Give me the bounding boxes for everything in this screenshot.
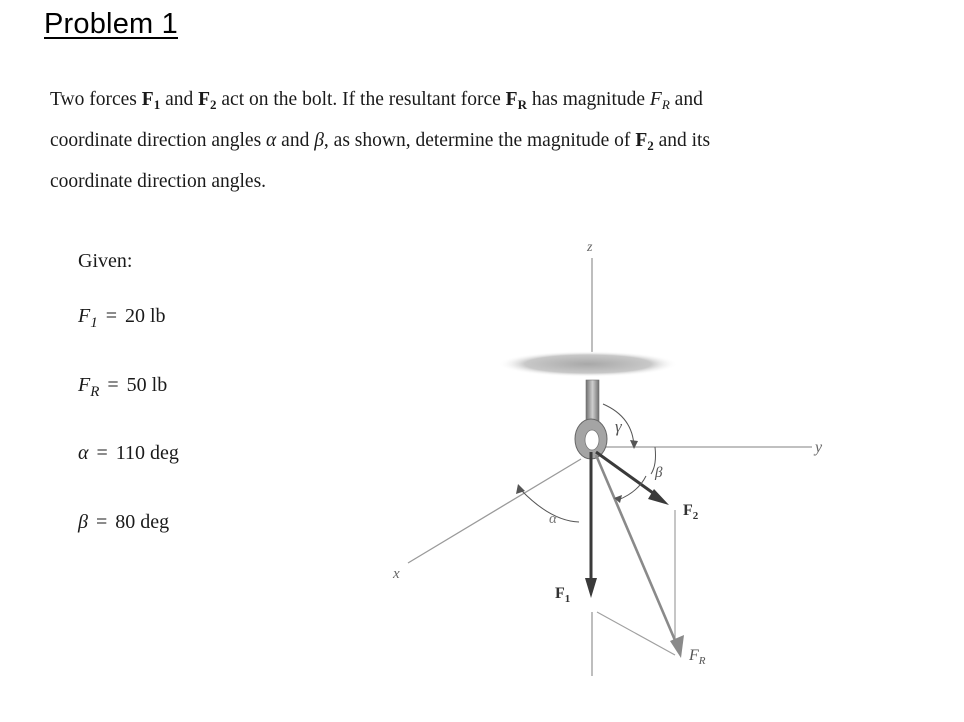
force-diagram bbox=[380, 225, 840, 695]
z-axis-label: z bbox=[587, 240, 593, 255]
alpha-label: α bbox=[549, 511, 557, 527]
problem-line-1 bbox=[50, 82, 920, 123]
equals-sign: = bbox=[107, 374, 119, 396]
fr-label-sub: R bbox=[698, 655, 706, 667]
force-symbol: F bbox=[505, 89, 518, 110]
gamma-label: γ bbox=[615, 417, 622, 436]
equals-sign: = bbox=[95, 511, 108, 533]
given-symbol: F bbox=[78, 305, 91, 327]
equals-sign: = bbox=[96, 442, 108, 464]
fr-arrowhead bbox=[670, 635, 684, 658]
problem-text: and its bbox=[653, 130, 711, 151]
given-label: Given: bbox=[78, 250, 133, 272]
problem-text: , as shown, determine the magnitude of bbox=[323, 130, 636, 151]
problem-text: coordinate direction angles. bbox=[50, 171, 267, 192]
problem-line-3 bbox=[50, 164, 920, 200]
fr-label-letter: F bbox=[689, 647, 699, 664]
given-beta bbox=[78, 511, 169, 534]
problem-text: and bbox=[669, 89, 703, 110]
bolt-shank bbox=[586, 380, 599, 424]
given-symbol: β bbox=[78, 511, 88, 533]
given-value: 80 deg bbox=[115, 511, 170, 533]
f1-label bbox=[555, 585, 570, 605]
f1-label-letter: F bbox=[555, 585, 565, 602]
given-symbol: F bbox=[78, 374, 91, 396]
equals-sign: = bbox=[105, 305, 117, 327]
problem-text: has magnitude bbox=[526, 89, 650, 110]
fr-label bbox=[688, 647, 706, 667]
x-axis-label: x bbox=[393, 566, 400, 582]
f2-label-sub: 2 bbox=[692, 510, 699, 522]
y-axis-label: y bbox=[815, 439, 823, 456]
f2-label-letter: F bbox=[683, 502, 693, 519]
problem-text: act on the bolt. If the resultant force bbox=[216, 89, 506, 110]
subscript: 1 bbox=[153, 97, 161, 112]
bolt-eye-hole bbox=[585, 430, 599, 450]
given-alpha bbox=[78, 442, 179, 465]
beta-label: β bbox=[655, 465, 663, 481]
subscript: 2 bbox=[210, 97, 217, 112]
problem-statement bbox=[50, 82, 920, 200]
f1-label-sub: 1 bbox=[564, 593, 571, 605]
subscript: 2 bbox=[647, 138, 654, 153]
problem-text: coordinate direction angles bbox=[50, 130, 267, 151]
plate-surface bbox=[498, 351, 678, 377]
beta-symbol: β bbox=[314, 130, 324, 151]
alpha-symbol: α bbox=[266, 130, 277, 151]
fr-vector bbox=[596, 455, 677, 645]
given-value: 110 deg bbox=[115, 442, 179, 464]
given-value: 20 lb bbox=[125, 305, 166, 327]
given-subscript: 1 bbox=[90, 315, 98, 331]
force-symbol: F bbox=[635, 130, 648, 151]
problem-text: Two forces bbox=[50, 89, 142, 110]
problem-text: and bbox=[276, 130, 315, 151]
force-symbol: F bbox=[198, 89, 211, 110]
given-fr bbox=[78, 374, 167, 401]
given-symbol: α bbox=[78, 442, 89, 464]
force-symbol: F bbox=[141, 89, 154, 110]
problem-line-2 bbox=[50, 123, 920, 164]
subscript: R bbox=[517, 97, 527, 112]
given-value: 50 lb bbox=[126, 374, 168, 396]
page-title: Problem 1 bbox=[44, 8, 178, 40]
subscript: R bbox=[661, 97, 670, 112]
given-f1 bbox=[78, 305, 166, 332]
f1-arrowhead bbox=[585, 578, 597, 598]
force-symbol: F bbox=[649, 89, 662, 110]
problem-text: and bbox=[160, 89, 199, 110]
construction-line bbox=[597, 612, 675, 655]
given-subscript: R bbox=[90, 384, 100, 400]
f2-label bbox=[683, 502, 699, 522]
